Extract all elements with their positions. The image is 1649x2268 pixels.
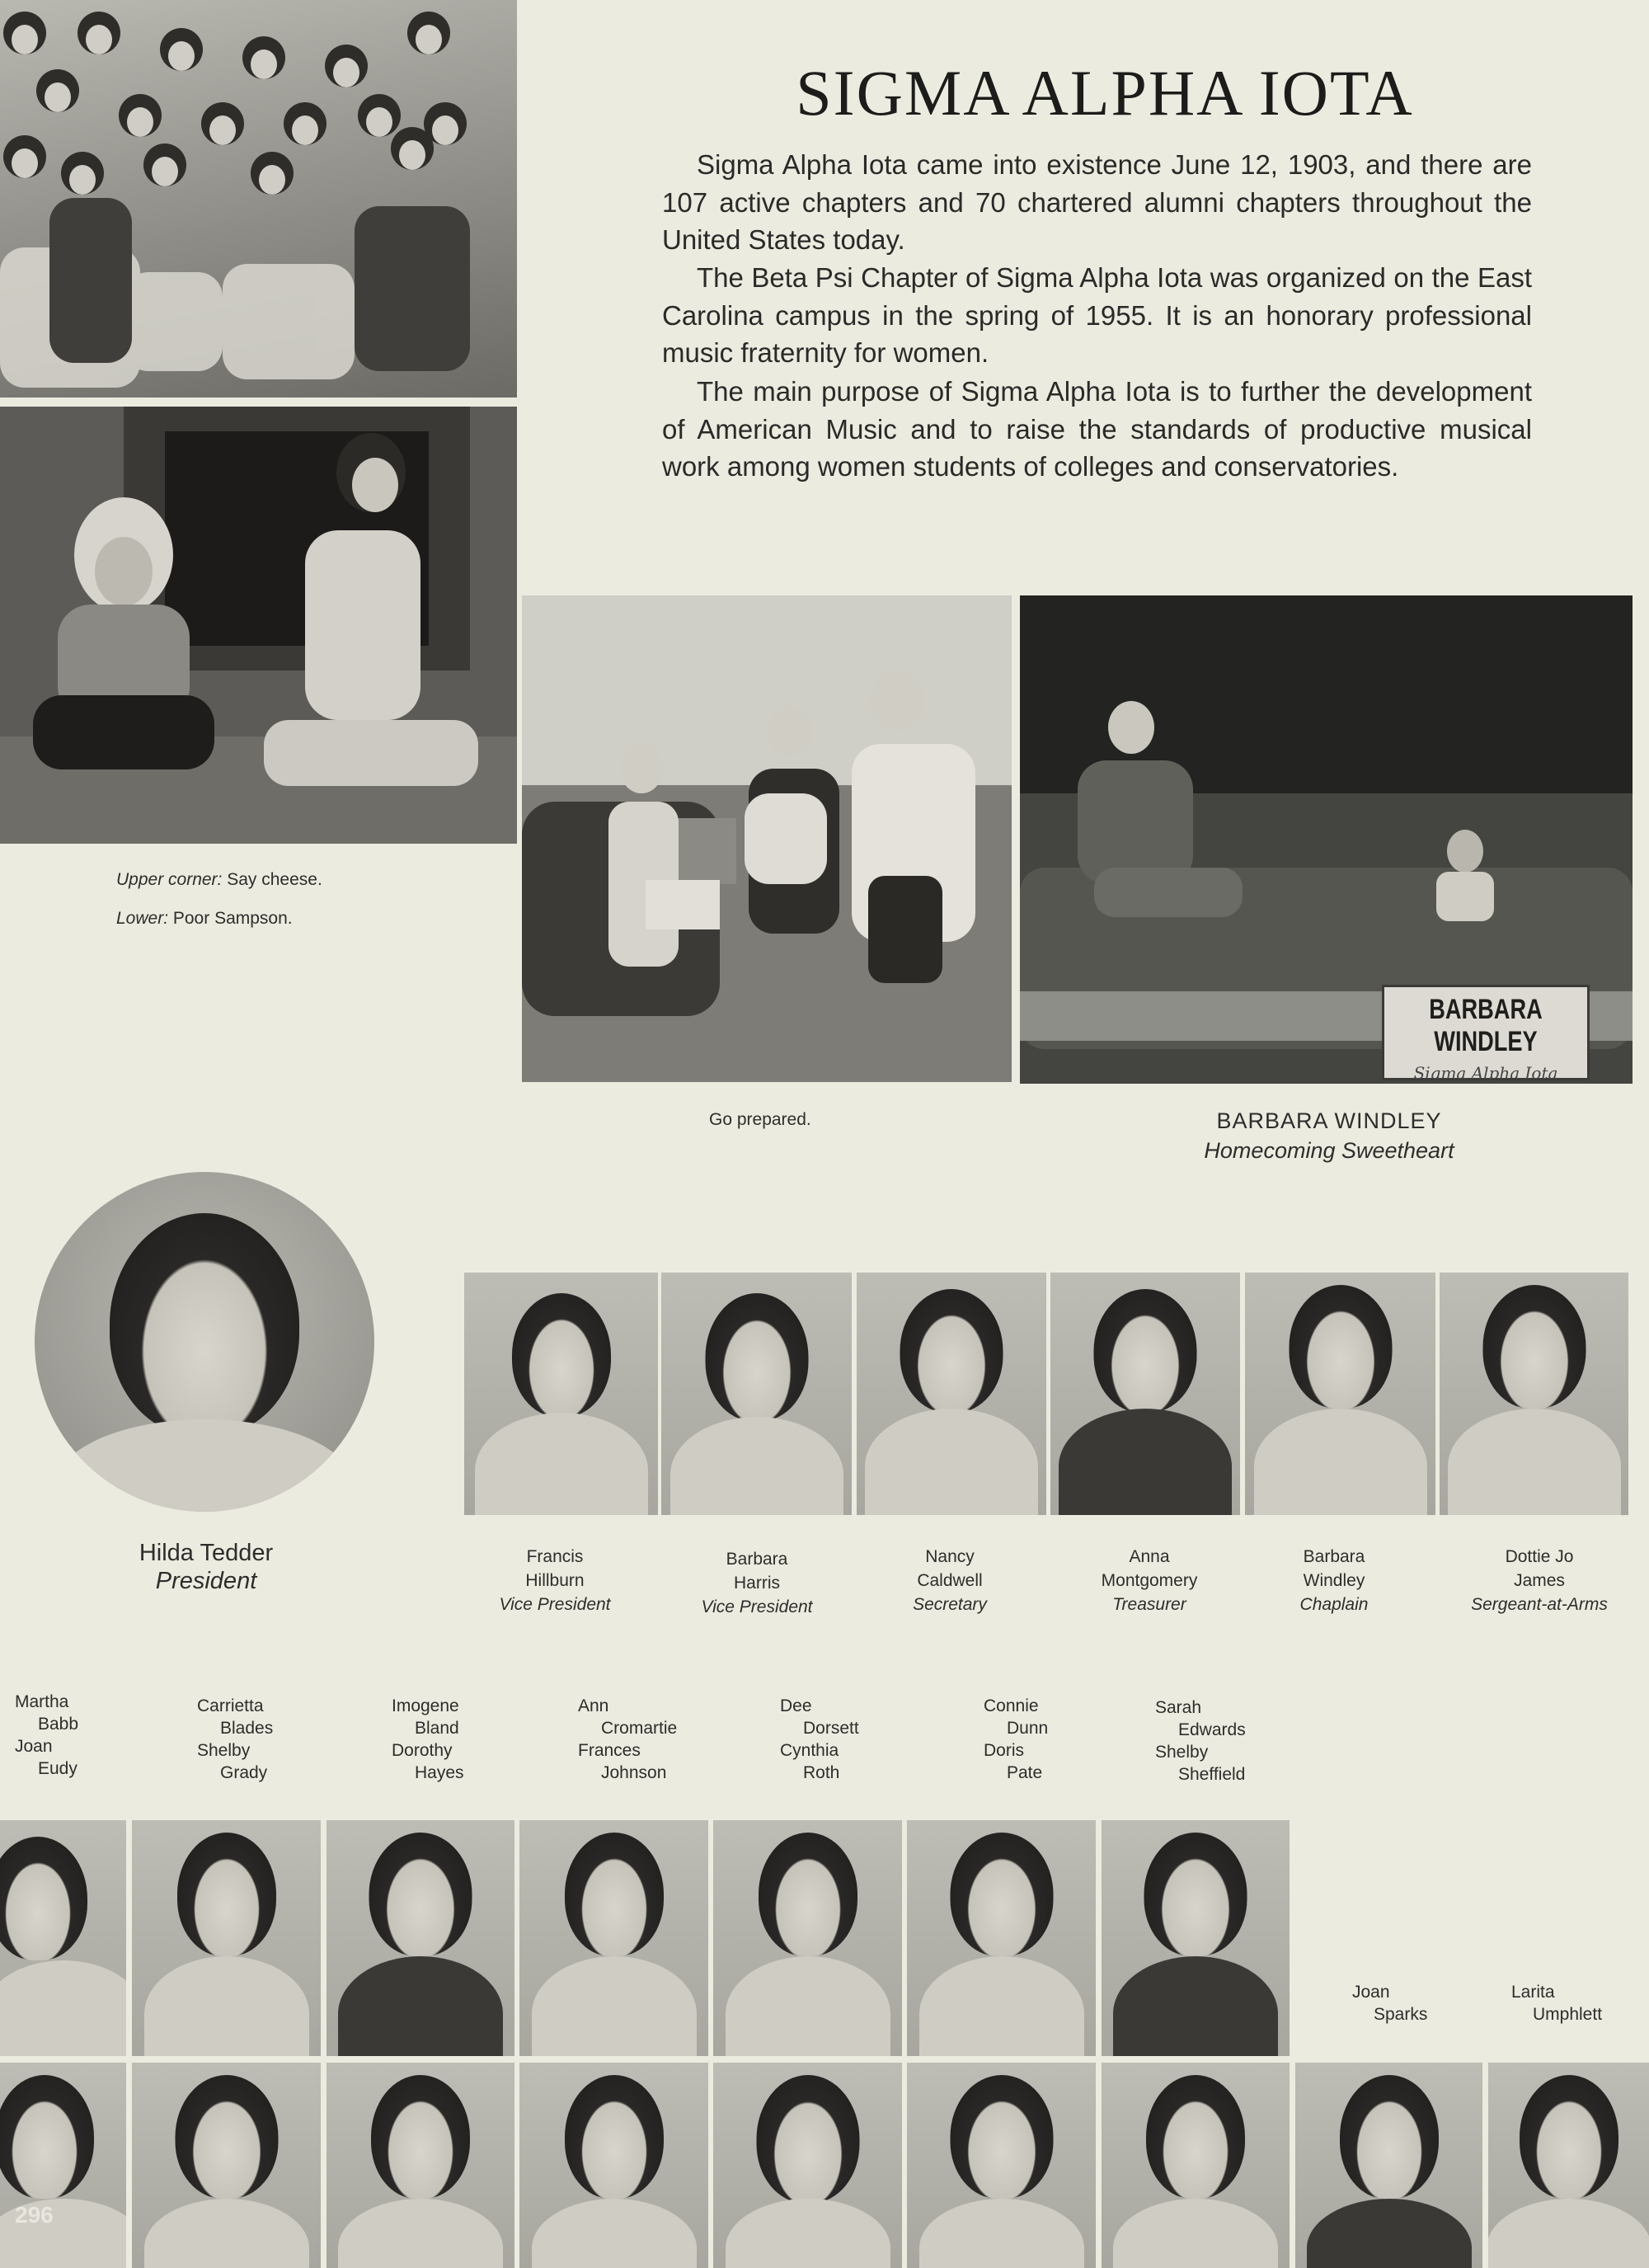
member-portrait-row2-9-head (1520, 2075, 1618, 2199)
sweetheart-title: Homecoming Sweetheart (1204, 1138, 1454, 1163)
president-name: Hilda Tedder (139, 1540, 274, 1566)
officer-portrait-4-shoulders (1059, 1409, 1232, 1515)
member-portrait-row2-3 (327, 2063, 514, 2268)
officer-role-3: Secretary (913, 1595, 987, 1614)
caption-upper-label: Upper corner: (116, 870, 223, 889)
member-portrait-row1-7 (1102, 1820, 1290, 2056)
member-portrait-row2-8-head (1340, 2075, 1439, 2199)
extra-member-1 (1352, 1981, 1427, 2026)
officer-portrait-1-head (512, 1293, 611, 1417)
member-portrait-row1-7-shoulders (1113, 1956, 1278, 2056)
poor-sampson-photo (0, 407, 517, 844)
page-title: SIGMA ALPHA IOTA (796, 57, 1414, 129)
officer-role-5: Chaplain (1299, 1595, 1369, 1614)
sign-org: Sigma Alpha Iota (1413, 1063, 1558, 1083)
member-portrait-row1-2 (132, 1820, 321, 2056)
member-portrait-row2-4 (519, 2063, 708, 2268)
member-names-3 (392, 1695, 464, 1784)
member-names-1 (15, 1691, 78, 1780)
member-portrait-row1-3 (327, 1820, 514, 2056)
member-portrait-row2-7-head (1146, 2075, 1245, 2199)
member-4-a1: Ann (578, 1696, 609, 1715)
caption-lower-label: Lower: (116, 909, 169, 928)
officer-portrait-1 (464, 1273, 658, 1515)
officer-portrait-3-head (900, 1289, 1003, 1413)
member-5-b1: Cynthia (780, 1741, 839, 1760)
officer-caption-3 (867, 1545, 1032, 1616)
officer-first-3: Nancy (925, 1547, 975, 1566)
group-photo-figures (0, 0, 517, 398)
member-portrait-row2-9 (1488, 2063, 1649, 2268)
member-portrait-row1-7-head (1144, 1833, 1247, 1956)
member-1-b1: Joan (15, 1737, 53, 1756)
member-3-a1: Imogene (392, 1696, 459, 1715)
group-photo-upper (0, 0, 517, 398)
extra-member-2-first: Larita (1511, 1983, 1555, 2002)
officer-portrait-1-shoulders (475, 1413, 648, 1515)
member-4-b1: Frances (578, 1741, 641, 1760)
barbara-windley-sign (1382, 985, 1590, 1083)
member-portrait-row1-1-head (0, 1837, 87, 1960)
member-portrait-row2-3-head (371, 2075, 470, 2199)
officer-role-6: Sergeant-at-Arms (1471, 1595, 1608, 1614)
officer-portrait-4-head (1094, 1289, 1197, 1413)
member-portrait-row2-7-shoulders (1113, 2199, 1278, 2268)
member-portrait-row2-2-head (175, 2075, 278, 2199)
member-3-b1: Dorothy (392, 1741, 453, 1760)
member-portrait-row1-4-shoulders (532, 1956, 697, 2056)
caption-upper-text: Say cheese. (227, 870, 322, 889)
member-6-b2: Pate (1007, 1763, 1043, 1782)
member-portrait-row2-6 (907, 2063, 1096, 2268)
member-7-b2: Sheffield (1178, 1765, 1246, 1784)
member-names-4 (578, 1695, 677, 1784)
member-portrait-row1-6-shoulders (919, 1956, 1084, 2056)
caption-lower (116, 909, 293, 929)
member-6-a2: Dunn (1007, 1719, 1049, 1738)
member-portrait-row1-3-shoulders (338, 1956, 503, 2056)
officer-last-2: Harris (734, 1574, 780, 1593)
officer-portrait-5-head (1289, 1285, 1392, 1409)
intro-paragraph-1: Sigma Alpha Iota came into existence June 12, 1903, and there are 107 active chapters and 70 chartered alumni chapters throughout the United States today. (662, 149, 1532, 255)
officer-portrait-5 (1245, 1273, 1435, 1515)
caption-lower-text: Poor Sampson. (172, 909, 293, 928)
officer-first-2: Barbara (726, 1550, 788, 1569)
intro-paragraph-3: The main purpose of Sigma Alpha Iota is to further the development of American Music and to raise the standards of productive musical work among women students of colleges and conservatories. (662, 376, 1532, 482)
caption-go-prepared: Go prepared. (709, 1110, 811, 1129)
member-portrait-row1-2-head (177, 1833, 276, 1956)
member-6-a1: Connie (984, 1696, 1039, 1715)
extra-member-2 (1511, 1981, 1602, 2026)
member-portrait-row1-2-shoulders (144, 1956, 309, 2056)
member-5-b2: Roth (803, 1763, 840, 1782)
president-portrait (35, 1172, 374, 1512)
member-7-a2: Edwards (1178, 1720, 1246, 1739)
sweetheart-name: BARBARA WINDLEY (1216, 1108, 1442, 1133)
member-portrait-row2-8-shoulders (1307, 2199, 1472, 2268)
member-portrait-row2-6-shoulders (919, 2199, 1084, 2268)
member-portrait-row2-5 (713, 2063, 902, 2268)
member-names-2 (197, 1695, 273, 1784)
member-portrait-row2-3-shoulders (338, 2199, 503, 2268)
member-4-b2: Johnson (601, 1763, 667, 1782)
officer-caption-4 (1067, 1545, 1232, 1616)
officer-portrait-2-shoulders (670, 1417, 843, 1515)
officer-last-6: James (1514, 1571, 1565, 1590)
member-names-7 (1155, 1696, 1246, 1786)
president-portrait-head (110, 1213, 299, 1436)
go-prepared-photo (522, 595, 1012, 1082)
page-number: 296 (15, 2202, 54, 2228)
sign-name: BARBARA WINDLEY (1429, 994, 1543, 1057)
member-portrait-row2-2-shoulders (144, 2199, 309, 2268)
officer-portrait-6-head (1482, 1285, 1586, 1409)
member-2-a1: Carrietta (197, 1696, 264, 1715)
member-portrait-row1-6 (907, 1820, 1096, 2056)
member-portrait-row2-9-shoulders (1488, 2199, 1649, 2268)
officer-portrait-4 (1050, 1273, 1240, 1515)
member-portrait-row2-1 (0, 2063, 126, 2268)
member-1-a1: Martha (15, 1692, 69, 1711)
caption-upper-corner (116, 870, 322, 890)
officer-portrait-6-shoulders (1448, 1409, 1621, 1515)
member-portrait-row1-5-shoulders (726, 1956, 890, 2056)
member-portrait-row2-2 (132, 2063, 321, 2268)
president-role: President (155, 1568, 257, 1594)
officer-role-4: Treasurer (1112, 1595, 1186, 1614)
member-portrait-row2-6-head (950, 2075, 1053, 2199)
go-prepared-scene (522, 595, 1012, 1082)
member-portrait-row1-3-head (369, 1833, 472, 1956)
member-portrait-row1-1-shoulders (0, 1960, 126, 2056)
extra-member-2-last: Umphlett (1533, 2005, 1603, 2024)
member-names-5 (780, 1695, 859, 1784)
officer-caption-1 (472, 1545, 637, 1616)
member-portrait-row2-4-shoulders (532, 2199, 697, 2268)
officer-last-5: Windley (1303, 1571, 1365, 1590)
member-5-a2: Dorsett (803, 1719, 859, 1738)
member-portrait-row1-5 (713, 1820, 902, 2056)
member-portrait-row2-5-shoulders (726, 2199, 890, 2268)
officer-portrait-5-shoulders (1254, 1409, 1427, 1515)
member-2-b1: Shelby (197, 1741, 251, 1760)
member-portrait-row1-4 (519, 1820, 708, 2056)
member-2-b2: Grady (220, 1763, 268, 1782)
officer-first-5: Barbara (1303, 1547, 1365, 1566)
member-portrait-row1-1 (0, 1820, 126, 2056)
officer-portrait-2-head (705, 1293, 808, 1421)
officer-first-6: Dottie Jo (1505, 1547, 1574, 1566)
officer-caption-2 (674, 1547, 839, 1619)
member-names-6 (984, 1695, 1048, 1784)
officer-portrait-3-shoulders (865, 1409, 1038, 1515)
member-portrait-row1-6-head (950, 1833, 1053, 1956)
member-portrait-row2-7 (1102, 2063, 1290, 2268)
officer-portrait-6 (1440, 1273, 1628, 1515)
president-caption (82, 1539, 330, 1595)
member-1-b2: Eudy (38, 1759, 78, 1778)
member-5-a1: Dee (780, 1696, 812, 1715)
extra-member-1-last: Sparks (1374, 2005, 1428, 2024)
member-portrait-row1-4-head (565, 1833, 664, 1956)
officer-caption-5 (1252, 1545, 1416, 1616)
caption-sweetheart (1185, 1106, 1473, 1165)
president-portrait-shoulders (56, 1419, 353, 1512)
officer-last-4: Montgomery (1101, 1571, 1198, 1590)
member-7-a1: Sarah (1155, 1698, 1202, 1717)
member-3-b2: Hayes (415, 1763, 464, 1782)
intro-paragraph-2: The Beta Psi Chapter of Sigma Alpha Iota was organized on the East Carolina campus in the spring of 1955. It is an honorary professional music fraternity for women. (662, 262, 1532, 368)
member-4-a2: Cromartie (601, 1719, 678, 1738)
officer-first-4: Anna (1129, 1547, 1170, 1566)
member-1-a2: Babb (38, 1715, 79, 1734)
member-portrait-row2-5-head (756, 2075, 859, 2203)
officer-role-2: Vice President (701, 1597, 813, 1616)
member-7-b1: Shelby (1155, 1743, 1209, 1762)
extra-member-1-first: Joan (1352, 1983, 1390, 2002)
member-6-b1: Doris (984, 1741, 1025, 1760)
officer-caption-6 (1457, 1545, 1622, 1616)
member-portrait-row2-4-head (565, 2075, 664, 2199)
member-portrait-row2-8 (1295, 2063, 1482, 2268)
officer-portrait-2 (661, 1273, 852, 1515)
poor-sampson-scene (0, 407, 517, 844)
member-3-a2: Bland (415, 1719, 459, 1738)
member-portrait-row1-5-head (759, 1833, 857, 1956)
member-portrait-row2-1-head (0, 2075, 94, 2199)
officer-first-1: Francis (526, 1547, 584, 1566)
officer-portrait-3 (857, 1273, 1046, 1515)
member-2-a2: Blades (220, 1719, 274, 1738)
officer-role-1: Vice President (499, 1595, 611, 1614)
officer-last-3: Caldwell (917, 1571, 983, 1590)
officer-last-1: Hillburn (525, 1571, 585, 1590)
